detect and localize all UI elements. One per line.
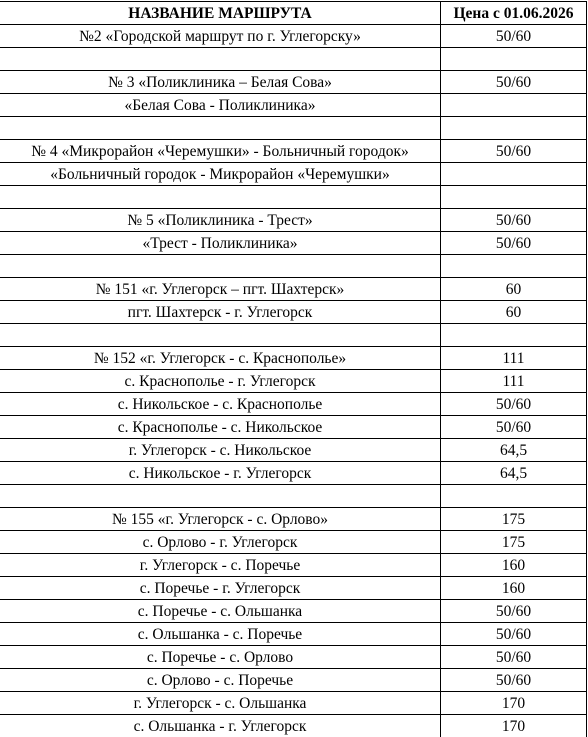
price-cell: 175 bbox=[441, 531, 587, 554]
route-name-cell bbox=[0, 186, 441, 209]
route-name-cell: № 4 «Микрорайон «Черемушки» - Больничный городок» bbox=[0, 140, 441, 163]
routes-table-body bbox=[0, 25, 587, 737]
route-name-cell: с. Ольшанка - г. Углегорск bbox=[0, 715, 441, 737]
table-row bbox=[0, 600, 587, 623]
table-row bbox=[0, 531, 587, 554]
route-name-cell bbox=[0, 117, 441, 140]
route-name-cell: с. Краснополье - с. Никольское bbox=[0, 416, 441, 439]
table-row bbox=[0, 140, 587, 163]
table-row bbox=[0, 232, 587, 255]
price-cell: 64,5 bbox=[441, 462, 587, 485]
table-row bbox=[0, 347, 587, 370]
price-cell: 50/60 bbox=[441, 71, 587, 94]
price-cell: 170 bbox=[441, 692, 587, 715]
route-name-cell: с. Поречье - с. Ольшанка bbox=[0, 600, 441, 623]
route-name-cell bbox=[0, 255, 441, 278]
route-name-cell: с. Никольское - г. Углегорск bbox=[0, 462, 441, 485]
empty-separator-row bbox=[0, 255, 587, 278]
route-name-cell: с. Поречье - г. Углегорск bbox=[0, 577, 441, 600]
route-name-cell: с. Орлово - с. Поречье bbox=[0, 669, 441, 692]
price-cell: 50/60 bbox=[441, 25, 587, 48]
table-row bbox=[0, 715, 587, 737]
table-row bbox=[0, 393, 587, 416]
routes-price-table bbox=[0, 1, 587, 737]
route-name-cell: «Трест - Поликлиника» bbox=[0, 232, 441, 255]
route-name-cell: с. Орлово - г. Углегорск bbox=[0, 531, 441, 554]
price-cell: 160 bbox=[441, 554, 587, 577]
route-name-cell: пгт. Шахтерск - г. Углегорск bbox=[0, 301, 441, 324]
price-header: Цена с 01.06.2026 bbox=[441, 2, 587, 25]
price-cell: 50/60 bbox=[441, 623, 587, 646]
table-row bbox=[0, 301, 587, 324]
table-row bbox=[0, 163, 587, 186]
route-name-cell: № 3 «Поликлиника – Белая Сова» bbox=[0, 71, 441, 94]
price-cell: 50/60 bbox=[441, 209, 587, 232]
route-name-cell: с. Поречье - с. Орлово bbox=[0, 646, 441, 669]
price-cell: 111 bbox=[441, 347, 587, 370]
table-row bbox=[0, 577, 587, 600]
price-cell bbox=[441, 94, 587, 117]
empty-separator-row bbox=[0, 48, 587, 71]
empty-separator-row bbox=[0, 186, 587, 209]
price-cell: 50/60 bbox=[441, 646, 587, 669]
price-cell bbox=[441, 324, 587, 347]
route-name-cell: с. Никольское - с. Краснополье bbox=[0, 393, 441, 416]
empty-separator-row bbox=[0, 485, 587, 508]
route-name-cell: №2 «Городской маршрут по г. Углегорску» bbox=[0, 25, 441, 48]
price-cell: 111 bbox=[441, 370, 587, 393]
table-row bbox=[0, 646, 587, 669]
route-name-cell: г. Углегорск - с. Никольское bbox=[0, 439, 441, 462]
route-name-cell: «Больничный городок - Микрорайон «Черемушки» bbox=[0, 163, 441, 186]
price-cell: 50/60 bbox=[441, 140, 587, 163]
price-cell: 50/60 bbox=[441, 416, 587, 439]
price-cell: 50/60 bbox=[441, 669, 587, 692]
price-cell bbox=[441, 255, 587, 278]
table-row bbox=[0, 370, 587, 393]
table-header-row bbox=[0, 2, 587, 25]
route-name-cell: с. Краснополье - г. Углегорск bbox=[0, 370, 441, 393]
price-cell bbox=[441, 485, 587, 508]
route-name-cell bbox=[0, 485, 441, 508]
table-row bbox=[0, 692, 587, 715]
table-row bbox=[0, 416, 587, 439]
price-cell: 60 bbox=[441, 301, 587, 324]
price-cell: 50/60 bbox=[441, 232, 587, 255]
route-name-cell: № 155 «г. Углегорск - с. Орлово» bbox=[0, 508, 441, 531]
table-row bbox=[0, 94, 587, 117]
table-row bbox=[0, 623, 587, 646]
price-cell: 64,5 bbox=[441, 439, 587, 462]
table-row bbox=[0, 209, 587, 232]
empty-separator-row bbox=[0, 117, 587, 140]
route-name-cell: № 151 «г. Углегорск – пгт. Шахтерск» bbox=[0, 278, 441, 301]
route-name-header: НАЗВАНИЕ МАРШРУТА bbox=[0, 2, 441, 25]
price-cell: 50/60 bbox=[441, 393, 587, 416]
table-row bbox=[0, 462, 587, 485]
route-name-cell: «Белая Сова - Поликлиника» bbox=[0, 94, 441, 117]
table-row bbox=[0, 669, 587, 692]
route-name-cell: № 152 «г. Углегорск - с. Краснополье» bbox=[0, 347, 441, 370]
price-cell: 160 bbox=[441, 577, 587, 600]
route-name-cell: г. Углегорск - с. Ольшанка bbox=[0, 692, 441, 715]
price-cell: 50/60 bbox=[441, 600, 587, 623]
price-cell bbox=[441, 48, 587, 71]
price-cell bbox=[441, 186, 587, 209]
table-row bbox=[0, 439, 587, 462]
price-cell: 170 bbox=[441, 715, 587, 737]
route-name-cell bbox=[0, 324, 441, 347]
route-name-cell: с. Ольшанка - с. Поречье bbox=[0, 623, 441, 646]
table-row bbox=[0, 278, 587, 301]
table-row bbox=[0, 554, 587, 577]
route-name-cell bbox=[0, 48, 441, 71]
route-name-cell: № 5 «Поликлиника - Трест» bbox=[0, 209, 441, 232]
price-cell: 60 bbox=[441, 278, 587, 301]
table-row bbox=[0, 71, 587, 94]
table-row bbox=[0, 508, 587, 531]
empty-separator-row bbox=[0, 324, 587, 347]
route-name-cell: г. Углегорск - с. Поречье bbox=[0, 554, 441, 577]
price-cell: 175 bbox=[441, 508, 587, 531]
table-row bbox=[0, 25, 587, 48]
price-cell bbox=[441, 117, 587, 140]
price-cell bbox=[441, 163, 587, 186]
